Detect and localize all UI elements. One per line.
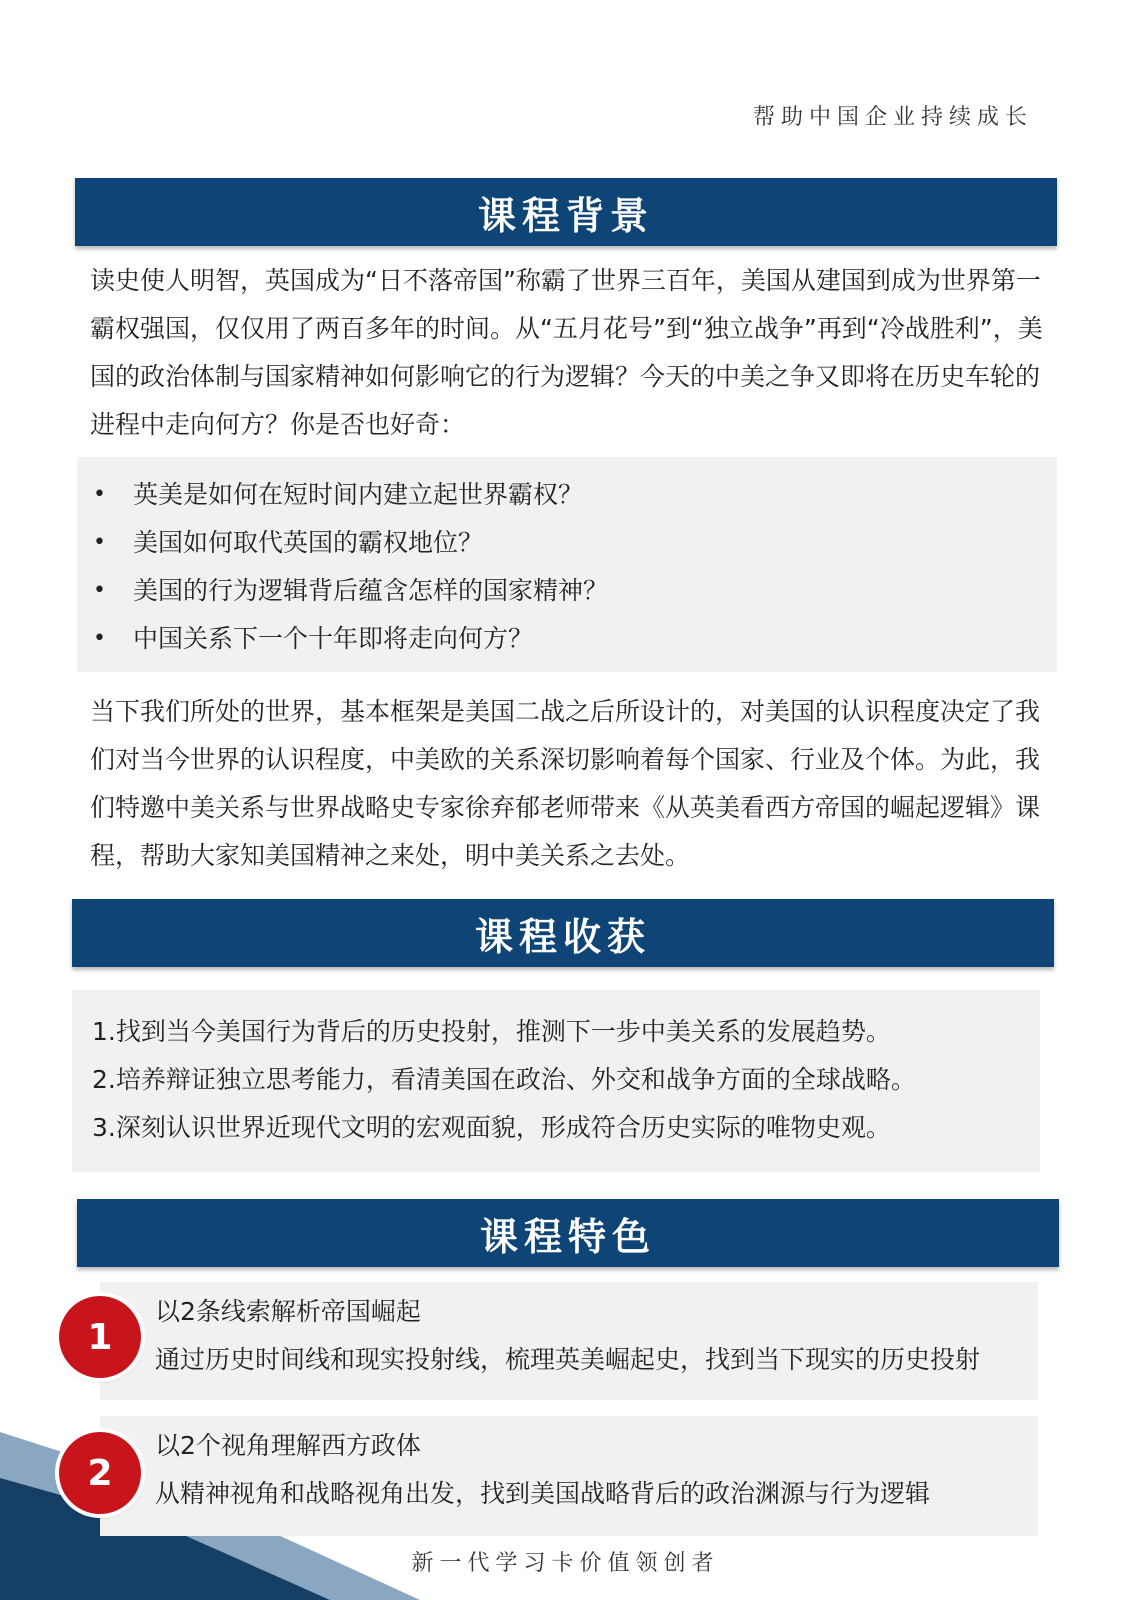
background-summary: 当下我们所处的世界，基本框架是美国二战之后所设计的，对美国的认识程度决定了我们对当今世界的认识程度，中美欧的关系深切影响着每个国家、行业及个体。为此，我们特邀中美关系与世界战略史专家徐弃郁老师带来《从英美看西方帝国的崛起逻辑》课程，帮助大家知美国精神之来处，明中美关系之去处。 — [90, 697, 1041, 870]
feature-number-badge: 1 — [59, 1296, 141, 1378]
question-text: 美国的行为逻辑背后蕴含怎样的国家精神？ — [133, 576, 609, 605]
feature-title: 以2个视角理解西方政体 — [155, 1431, 421, 1460]
feature-number-badge: 2 — [59, 1432, 141, 1514]
feature-card — [100, 1416, 1038, 1536]
gain-item: 2.培养辩证独立思考能力，看清美国在政治、外交和战争方面的全球战略。 — [92, 1065, 916, 1094]
gain-item: 3.深刻认识世界近现代文明的宏观面貌，形成符合历史实际的唯物史观。 — [92, 1113, 891, 1142]
bullet-icon: • — [93, 482, 106, 507]
bullet-icon: • — [93, 626, 106, 651]
header-tagline: 帮助中国企业持续成长 — [752, 105, 1033, 130]
question-text: 英美是如何在短时间内建立起世界霸权？ — [133, 480, 584, 509]
feature-title: 以2条线索解析帝国崛起 — [155, 1297, 421, 1326]
background-intro: 读史使人明智，英国成为“日不落帝国”称霸了世界三百年，美国从建国到成为世界第一霸权强国，仅仅用了两百多年的时间。从“五月花号”到“独立战争”再到“冷战胜利”，美国的政治体制与国家精神如何影响它的行为逻辑？今天的中美之争又即将在历史车轮的进程中走向何方？你是否也好奇： — [90, 266, 1043, 439]
question-text: 中国关系下一个十年即将走向何方？ — [133, 624, 534, 653]
bullet-icon: • — [93, 578, 106, 603]
feature-description: 从精神视角和战略视角出发，找到美国战略背后的政治渊源与行为逻辑 — [155, 1479, 931, 1508]
section-banner-gains: 课程收获 — [72, 899, 1054, 967]
gain-item: 1.找到当今美国行为背后的历史投射，推测下一步中美关系的发展趋势。 — [92, 1017, 891, 1046]
feature-description: 通过历史时间线和现实投射线，梳理英美崛起史，找到当下现实的历史投射 — [155, 1345, 981, 1374]
section-banner-features: 课程特色 — [77, 1199, 1059, 1267]
question-text: 美国如何取代英国的霸权地位？ — [133, 528, 484, 557]
section-banner-background: 课程背景 — [75, 178, 1057, 246]
feature-card — [100, 1282, 1038, 1400]
footer-slogan: 新一代学习卡价值领创者 — [411, 1551, 720, 1576]
bullet-icon: • — [93, 530, 106, 555]
